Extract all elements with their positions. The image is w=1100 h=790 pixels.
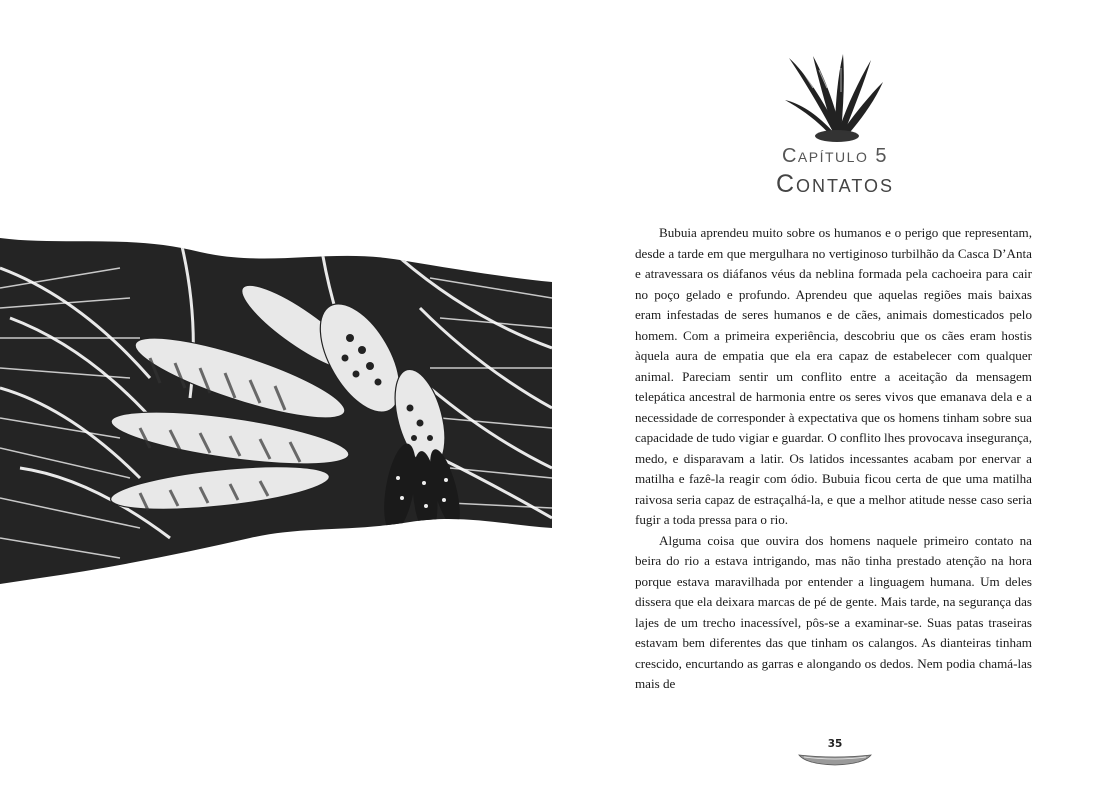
paragraph-1: Bubuia aprendeu muito sobre os humanos e o perigo que representam, desde a tarde em que mergulhara no vertiginoso turbilhão da Casca D’Anta e atravessara os diáfanos véus da neblina formada pela cachoeira para cair no poço gelado e profundo. Aprendeu que aquelas regiões mais baixas eram infestadas de seres humanos e de cães, animais domesticados pelo homem. Com a primeira experiência, descobriu que os cães eram hostis àquela aura de empatia que ela era capaz de estabelecer com qualquer animal. Pareciam sentir um conflito entre a aceitação da mensagem telepática ancestral de harmonia entre os seres vivos que emanava dela e a necessidade de corresponder à expectativa que os homens tinham sobre sua capacidade de tudo vigiar e guardar. O conflito lhes provocava insegurança, medo, e disparavam a latir. Os latidos incessantes acabam por enervar a matilha e fazê-la reagir com ódio. Bubuia ficou certa de que uma matilha raivosa seria capaz de estraçalhá-la, e que a melhor atitude nesse caso seria fugir a toda pressa para o rio. <box>635 225 1033 527</box>
chapter-label: Capítulo 5 <box>781 145 889 167</box>
body-text <box>635 223 1032 695</box>
palm-feathers-illustration <box>0 238 552 588</box>
chapter-title: Contatos <box>775 170 895 198</box>
feather-headdress-icon <box>783 52 887 144</box>
illustration-image <box>0 238 552 588</box>
canoe-icon <box>798 752 872 766</box>
page-number: 35 <box>827 738 843 750</box>
right-page <box>600 0 1100 790</box>
paragraph-2: Alguma coisa que ouvira dos homens naquele primeiro contato na beira do rio a estava intrigando, mas não tinha prestado atenção na hora porque estava maravilhada por entender a linguagem humana. Um deles dissera que ela deixara marcas de pé de gente. Mais tarde, na segurança das lajes de um trecho inacessível, pôs-se a examinar-se. Suas patas traseiras estavam bem diferentes das que tinham os calangos. As dianteiras tinham crescido, encurtando as garras e alongando os dedos. Nem podia chamá-las mais de <box>635 532 1032 691</box>
